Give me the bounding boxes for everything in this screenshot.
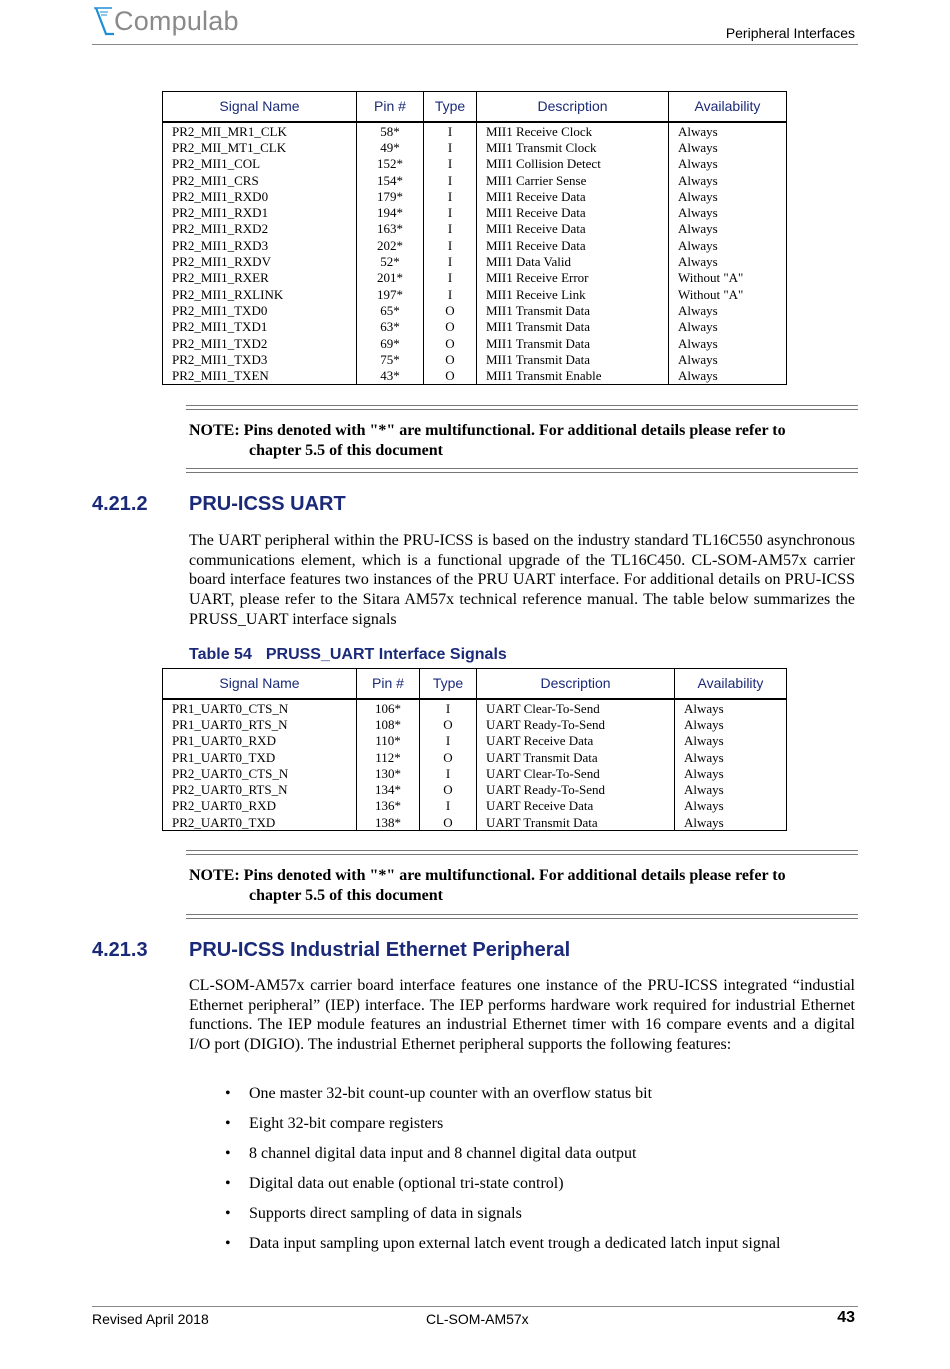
bullet-icon: • [225, 1175, 231, 1192]
table-row [163, 188, 787, 204]
table-cell: MII1 Receive Clock [477, 122, 669, 139]
table-cell: Always [669, 253, 787, 269]
list-item [189, 1204, 855, 1234]
table-cell: I [424, 204, 477, 220]
header-section-title: Peripheral Interfaces [725, 25, 855, 41]
list-item-text: Supports direct sampling of data in signals [249, 1205, 522, 1222]
section-title: PRU-ICSS UART [189, 493, 346, 515]
bullet-icon: • [225, 1085, 231, 1102]
table-row [163, 798, 787, 814]
table-cell: Always [669, 237, 787, 253]
table-cell: UART Clear-To-Send [477, 699, 675, 716]
list-item [189, 1174, 855, 1204]
table-cell: MII1 Carrier Sense [477, 172, 669, 188]
table-cell: PR2_MII1_RXD0 [163, 188, 357, 204]
table-cell: Always [675, 814, 787, 831]
table-cell: Without "A" [669, 286, 787, 302]
table-row [163, 286, 787, 302]
table-cell: 136* [357, 798, 420, 814]
list-item [189, 1114, 855, 1144]
table-row [163, 156, 787, 172]
table-cell: MII1 Transmit Enable [477, 367, 669, 384]
footer-product: CL-SOM-AM57x [426, 1311, 529, 1327]
table-cell: MII1 Collision Detect [477, 156, 669, 172]
table-row [163, 814, 787, 831]
note-line-1: NOTE: Pins denoted with "*" are multifunctional. For additional details please refer to [189, 867, 786, 884]
table-cell: O [424, 367, 477, 384]
table-row [163, 302, 787, 318]
table-row [163, 351, 787, 367]
footer-divider [92, 1306, 858, 1307]
table-cell: Always [675, 798, 787, 814]
table-cell: PR2_MII1_TXD3 [163, 351, 357, 367]
table-cell: MII1 Receive Data [477, 188, 669, 204]
bullet-icon: • [225, 1205, 231, 1222]
list-item [189, 1084, 855, 1114]
table-cell: 154* [357, 172, 424, 188]
table-cell: Always [675, 781, 787, 797]
table-cell: PR2_MII1_TXD1 [163, 319, 357, 335]
table-cell: 134* [357, 781, 420, 797]
table-cell: 63* [357, 319, 424, 335]
column-header: Pin # [357, 92, 424, 123]
column-header: Availability [675, 669, 787, 700]
table-cell: I [420, 699, 477, 716]
table-cell: 65* [357, 302, 424, 318]
list-item [189, 1234, 855, 1264]
table-cell: MII1 Transmit Clock [477, 139, 669, 155]
column-header: Description [477, 669, 675, 700]
table-cell: UART Transmit Data [477, 814, 675, 831]
table-cell: Always [669, 188, 787, 204]
table-cell: Always [669, 319, 787, 335]
mii-signals-table [162, 91, 787, 385]
table-cell: Always [675, 733, 787, 749]
table-row [163, 319, 787, 335]
table-cell: 112* [357, 749, 420, 765]
table-row [163, 253, 787, 269]
table-cell: 69* [357, 335, 424, 351]
table-row [163, 733, 787, 749]
list-item-text: Data input sampling upon external latch event trough a dedicated latch input signal [249, 1235, 781, 1252]
note-divider-bottom [186, 914, 858, 919]
table-cell: I [424, 139, 477, 155]
section-number: 4.21.3 [92, 939, 148, 961]
table-cell: PR2_MII1_RXDV [163, 253, 357, 269]
table-row [163, 172, 787, 188]
table-cell: 106* [357, 699, 420, 716]
uart-signals-table [162, 668, 787, 831]
column-header: Signal Name [163, 669, 357, 700]
table-cell: Always [675, 765, 787, 781]
table-cell: UART Ready-To-Send [477, 781, 675, 797]
table-cell: I [420, 798, 477, 814]
table-cell: O [420, 781, 477, 797]
table-cell: Always [669, 122, 787, 139]
section-body: The UART peripheral within the PRU-ICSS is based on the industry standard TL16C550 asynchronous communications element, which is a functional upgrade of the TL16C450. CL-SOM-AM57x carrier board interface features two instances of the PRU UART interface. For additional details on PRU-ICSS UART, please refer to the Sitara AM57x technical reference manual. The table below summarizes the PRUSS_UART interface signals [189, 532, 855, 628]
column-header: Type [420, 669, 477, 700]
table-cell: 197* [357, 286, 424, 302]
note-multifunctional [189, 421, 859, 460]
table-cell: Always [669, 139, 787, 155]
table-row [163, 204, 787, 220]
table-row [163, 749, 787, 765]
column-header: Description [477, 92, 669, 123]
table-cell: MII1 Receive Error [477, 270, 669, 286]
table-row [163, 367, 787, 384]
table-cell: PR1_UART0_RXD [163, 733, 357, 749]
table-cell: MII1 Receive Link [477, 286, 669, 302]
note-line-1: NOTE: Pins denoted with "*" are multifunctional. For additional details please refer to [189, 422, 786, 439]
note-divider-top [186, 405, 858, 410]
table-cell: UART Receive Data [477, 798, 675, 814]
table-cell: I [424, 270, 477, 286]
table-cell: 49* [357, 139, 424, 155]
table-cell: I [420, 765, 477, 781]
table-cell: O [420, 716, 477, 732]
table-cell: 202* [357, 237, 424, 253]
note-line-2: chapter 5.5 of this document [249, 441, 443, 459]
table-cell: MII1 Transmit Data [477, 302, 669, 318]
table-cell: I [420, 733, 477, 749]
table-cell: 43* [357, 367, 424, 384]
table-cell: Always [675, 716, 787, 732]
table-cell: PR2_MII1_CRS [163, 172, 357, 188]
table-cell: PR2_MII1_RXD2 [163, 221, 357, 237]
table-cell: PR2_UART0_RXD [163, 798, 357, 814]
bullet-icon: • [225, 1145, 231, 1162]
table-cell: MII1 Receive Data [477, 237, 669, 253]
table-cell: O [420, 749, 477, 765]
table-cell: PR2_MII_MR1_CLK [163, 122, 357, 139]
list-item-text: Eight 32-bit compare registers [249, 1115, 444, 1132]
list-item [189, 1144, 855, 1174]
table-cell: MII1 Receive Data [477, 221, 669, 237]
table-cell: O [424, 335, 477, 351]
table-row [163, 335, 787, 351]
table-cell: I [424, 156, 477, 172]
table-cell: Always [669, 156, 787, 172]
table-cell: 138* [357, 814, 420, 831]
feature-list [189, 1084, 855, 1264]
table-cell: 179* [357, 188, 424, 204]
list-item-text: Digital data out enable (optional tri-state control) [249, 1175, 564, 1192]
table-cell: I [424, 253, 477, 269]
table-cell: 163* [357, 221, 424, 237]
table-cell: PR2_MII1_RXLINK [163, 286, 357, 302]
note-divider-top [186, 850, 858, 855]
table-cell: O [424, 319, 477, 335]
table-cell: 130* [357, 765, 420, 781]
table-cell: Always [669, 204, 787, 220]
table-cell: 201* [357, 270, 424, 286]
section-body: CL-SOM-AM57x carrier board interface features one instance of the PRU-ICSS integrated “industial Ethernet peripheral” (IEP) interface. The IEP performs hardware work required for industrial Ethernet functions. The IEP module features an industrial Ethernet timer with 16 compare events and a digital I/O port (DIGIO). The industrial Ethernet peripheral supports the following features: [189, 977, 855, 1054]
table-cell: 52* [357, 253, 424, 269]
table-row [163, 237, 787, 253]
table-cell: O [424, 351, 477, 367]
table-cell: MII1 Receive Data [477, 204, 669, 220]
table-cell: MII1 Transmit Data [477, 351, 669, 367]
table-cell: Without "A" [669, 270, 787, 286]
compulab-logo [92, 4, 242, 42]
table-cell: PR1_UART0_RTS_N [163, 716, 357, 732]
table-cell: PR2_MII1_TXEN [163, 367, 357, 384]
table-cell: PR2_UART0_CTS_N [163, 765, 357, 781]
table-row [163, 221, 787, 237]
table-cell: UART Receive Data [477, 733, 675, 749]
table-cell: UART Ready-To-Send [477, 716, 675, 732]
note-divider-bottom [186, 468, 858, 473]
table-cell: MII1 Data Valid [477, 253, 669, 269]
table-cell: MII1 Transmit Data [477, 335, 669, 351]
table-cell: 194* [357, 204, 424, 220]
table-cell: I [424, 286, 477, 302]
section-title: PRU-ICSS Industrial Ethernet Peripheral [189, 939, 571, 961]
table-cell: I [424, 172, 477, 188]
column-header: Type [424, 92, 477, 123]
table-cell: I [424, 122, 477, 139]
table-row [163, 781, 787, 797]
table-cell: PR2_MII1_RXER [163, 270, 357, 286]
table-title: PRUSS_UART Interface Signals [265, 646, 507, 663]
table-cell: 108* [357, 716, 420, 732]
table-cell: PR2_MII1_TXD0 [163, 302, 357, 318]
column-header: Availability [669, 92, 787, 123]
note-multifunctional [189, 866, 859, 905]
table-cell: Always [675, 749, 787, 765]
table-header-row [163, 669, 787, 700]
table-cell: MII1 Transmit Data [477, 319, 669, 335]
table-cell: PR2_UART0_RTS_N [163, 781, 357, 797]
table-header-row [163, 92, 787, 123]
table-cell: I [424, 188, 477, 204]
table-cell: Always [669, 335, 787, 351]
table-row [163, 765, 787, 781]
note-line-2: chapter 5.5 of this document [249, 886, 443, 904]
logo-text: Compulab [114, 6, 239, 36]
table-cell: UART Clear-To-Send [477, 765, 675, 781]
table-cell: 152* [357, 156, 424, 172]
table-cell: 58* [357, 122, 424, 139]
table-cell: PR1_UART0_TXD [163, 749, 357, 765]
table-cell: Always [669, 221, 787, 237]
section-number: 4.21.2 [92, 493, 148, 515]
header-divider [92, 44, 858, 45]
table-cell: PR2_MII1_TXD2 [163, 335, 357, 351]
table-row [163, 699, 787, 716]
table-cell: O [424, 302, 477, 318]
table-cell: Always [675, 699, 787, 716]
table-cell: Always [669, 351, 787, 367]
table-cell: I [424, 221, 477, 237]
list-item-text: One master 32-bit count-up counter with an overflow status bit [249, 1085, 653, 1102]
table-row [163, 716, 787, 732]
list-item-text: 8 channel digital data input and 8 channel digital data output [249, 1145, 637, 1162]
table-row [163, 139, 787, 155]
table-cell: 110* [357, 733, 420, 749]
bullet-icon: • [225, 1235, 231, 1252]
footer-revision: Revised April 2018 [92, 1311, 209, 1327]
table-cell: PR2_MII1_RXD3 [163, 237, 357, 253]
table-cell: PR2_MII1_COL [163, 156, 357, 172]
table-number: Table 54 [189, 646, 252, 663]
table-row [163, 122, 787, 139]
bullet-icon: • [225, 1115, 231, 1132]
column-header: Signal Name [163, 92, 357, 123]
table-row [163, 270, 787, 286]
table-cell: Always [669, 367, 787, 384]
table-cell: PR2_MII1_RXD1 [163, 204, 357, 220]
table-cell: 75* [357, 351, 424, 367]
table-cell: PR2_MII_MT1_CLK [163, 139, 357, 155]
table-cell: UART Transmit Data [477, 749, 675, 765]
column-header: Pin # [357, 669, 420, 700]
table-cell: O [420, 814, 477, 831]
table-cell: PR1_UART0_CTS_N [163, 699, 357, 716]
page-number: 43 [837, 1309, 855, 1326]
table-cell: Always [669, 172, 787, 188]
table-cell: I [424, 237, 477, 253]
table-caption [189, 646, 507, 664]
table-cell: PR2_UART0_TXD [163, 814, 357, 831]
table-cell: Always [669, 302, 787, 318]
